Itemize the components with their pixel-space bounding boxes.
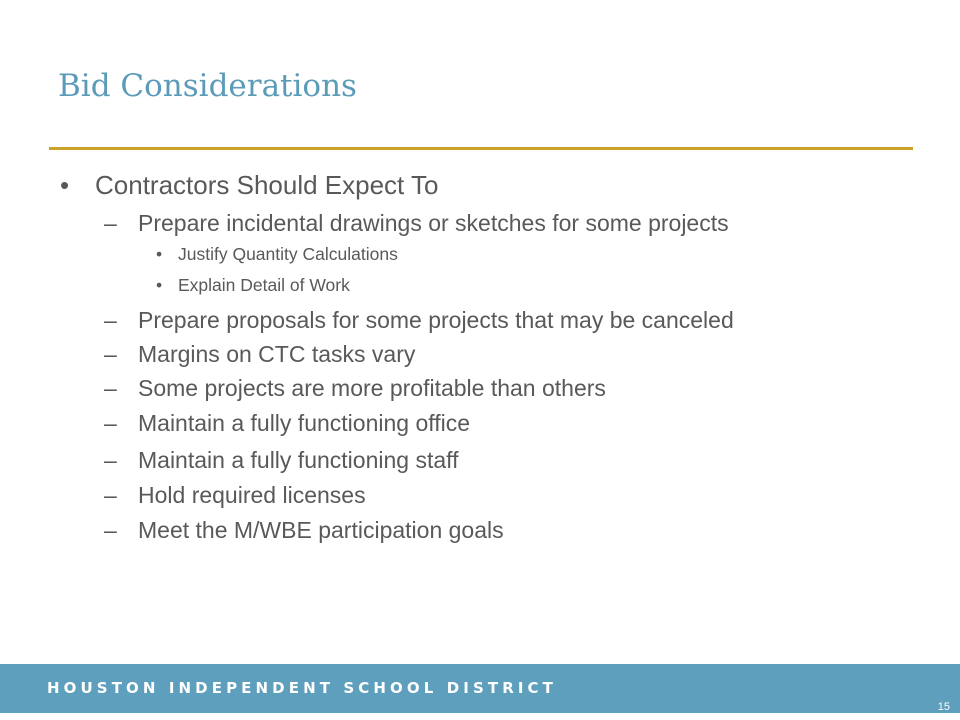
bullet-text: Meet the M/WBE participation goals: [138, 517, 504, 543]
bullet-level-3: [156, 275, 350, 296]
dash-marker: –: [104, 410, 117, 436]
dash-marker: –: [104, 447, 117, 473]
footer-bar: [0, 664, 960, 713]
bullet-level-2: [104, 447, 458, 474]
bullet-level-2: [104, 375, 606, 402]
bullet-marker: •: [156, 275, 163, 295]
bullet-level-2: [104, 482, 366, 509]
bullet-text: Maintain a fully functioning office: [138, 410, 470, 436]
bullet-text: Prepare proposals for some projects that may be canceled: [138, 307, 734, 333]
bullet-marker: •: [156, 244, 163, 264]
bullet-level-2: [104, 341, 415, 368]
bullet-level-2: [104, 307, 734, 334]
bullet-text: Margins on CTC tasks vary: [138, 341, 416, 367]
district-name: HOUSTON INDEPENDENT SCHOOL DISTRICT: [47, 679, 557, 697]
dash-marker: –: [104, 517, 117, 543]
dash-marker: –: [104, 307, 117, 333]
bullet-level-2: [104, 410, 470, 437]
dash-marker: –: [104, 375, 117, 401]
dash-marker: –: [104, 210, 117, 236]
dash-marker: –: [104, 482, 117, 508]
title-divider: [49, 147, 913, 150]
bullet-text: Some projects are more profitable than others: [138, 375, 606, 401]
bullet-level-3: [156, 244, 398, 265]
bullet-text: Justify Quantity Calculations: [178, 244, 398, 264]
slide-title: Bid Considerations: [58, 68, 357, 104]
bullet-level-2: [104, 517, 504, 544]
bullet-text: Maintain a fully functioning staff: [138, 447, 459, 473]
dash-marker: –: [104, 341, 117, 367]
bullet-text: Hold required licenses: [138, 482, 366, 508]
page-number: 15: [937, 701, 950, 713]
bullet-marker: •: [60, 170, 70, 200]
bullet-level-2: [104, 210, 729, 237]
bullet-text: Contractors Should Expect To: [95, 170, 439, 200]
bullet-level-1: [60, 170, 438, 201]
bullet-text: Prepare incidental drawings or sketches for some projects: [138, 210, 729, 236]
bullet-text: Explain Detail of Work: [178, 275, 350, 295]
